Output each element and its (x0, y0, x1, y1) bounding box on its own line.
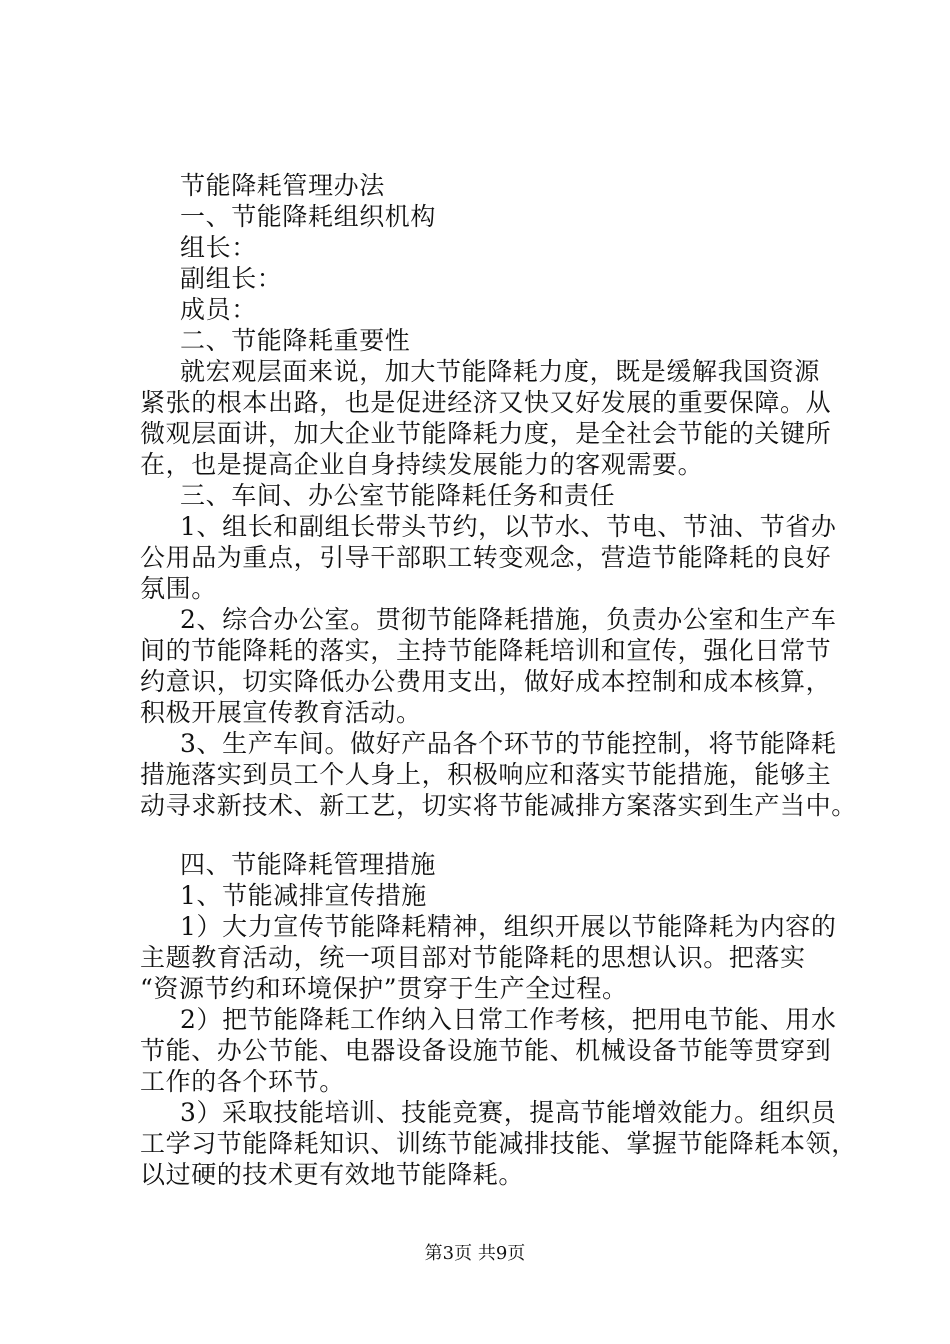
document-title: 节能降耗管理办法 (180, 171, 385, 200)
section-heading-3: 三、车间、办公室节能降耗任务和责任 (180, 481, 616, 510)
paragraph-line: 2）把节能降耗工作纳入日常工作考核，把用电节能、用水 (180, 1005, 837, 1034)
paragraph-line: 1、组长和副组长带头节约，以节水、节电、节油、节省办 (180, 512, 837, 541)
paragraph-line: 氛围。 (140, 574, 217, 603)
paragraph-line: 节能、办公节能、电器设备设施节能、机械设备节能等贯穿到 (140, 1036, 832, 1065)
leader-label: 组长： (180, 233, 257, 262)
paragraph-line: 1）大力宣传节能降耗精神，组织开展以节能降耗为内容的 (180, 912, 837, 941)
paragraph-line: 微观层面讲，加大企业节能降耗力度，是全社会节能的关键所 (140, 419, 832, 448)
paragraph-line: 公用品为重点，引导干部职工转变观念，营造节能降耗的良好 (140, 543, 832, 572)
document-body (140, 170, 857, 1190)
paragraph-line: 2、综合办公室。贯彻节能降耗措施，负责办公室和生产车 (180, 605, 837, 634)
paragraph-line: 工学习节能降耗知识、训练节能减排技能、掌握节能降耗本领， (140, 1129, 857, 1158)
paragraph-line: 工作的各个环节。 (140, 1067, 345, 1096)
section-heading-4: 四、节能降耗管理措施 (180, 850, 437, 879)
paragraph-line: 3）采取技能培训、技能竞赛，提高节能增效能力。组织员 (180, 1098, 837, 1127)
paragraph-line: 以过硬的技术更有效地节能降耗。 (140, 1160, 525, 1189)
paragraph-line: 主题教育活动，统一项目部对节能降耗的思想认识。把落实 (140, 943, 806, 972)
paragraph-line: 动寻求新技术、新工艺，切实将节能减排方案落实到生产当中。 (140, 791, 857, 820)
paragraph-line: 紧张的根本出路，也是促进经济又快又好发展的重要保障。从 (140, 388, 832, 417)
subsection-heading: 1、节能减排宣传措施 (180, 881, 427, 910)
section-heading-2: 二、节能降耗重要性 (180, 326, 411, 355)
paragraph-line: 约意识，切实降低办公费用支出，做好成本控制和成本核算， (140, 667, 832, 696)
paragraph-line: “资源节约和环境保护”贯穿于生产全过程。 (140, 974, 628, 1003)
page-footer: 第3页 共9页 (424, 1243, 526, 1264)
paragraph-line: 措施落实到员工个人身上，积极响应和落实节能措施，能够主 (140, 760, 832, 789)
members-label: 成员： (180, 295, 257, 324)
paragraph-line: 在，也是提高企业自身持续发展能力的客观需要。 (140, 450, 704, 479)
section-heading-1: 一、节能降耗组织机构 (180, 202, 437, 231)
blank-line (140, 821, 840, 849)
paragraph-line: 积极开展宣传教育活动。 (140, 698, 422, 727)
paragraph-line: 就宏观层面来说，加大节能降耗力度，既是缓解我国资源 (180, 357, 821, 386)
paragraph-line: 间的节能降耗的落实，主持节能降耗培训和宣传，强化日常节 (140, 636, 832, 665)
paragraph-line: 3、生产车间。做好产品各个环节的节能控制，将节能降耗 (180, 729, 837, 758)
deputy-label: 副组长： (180, 264, 283, 293)
